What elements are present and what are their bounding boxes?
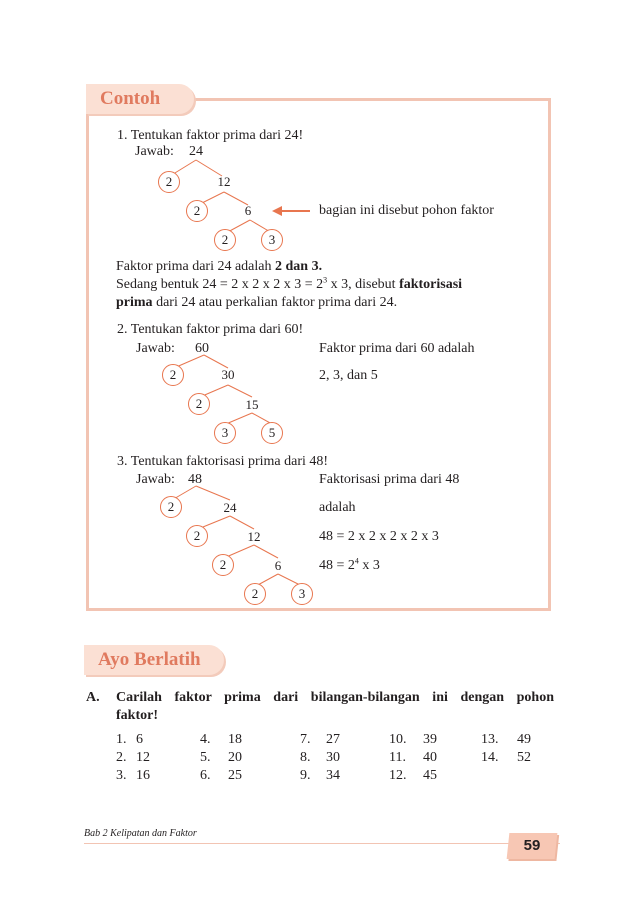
exercise-value: 52 — [517, 750, 531, 765]
exercise-value: 40 — [423, 750, 437, 765]
ex3-answer-line4-prefix: 48 = 2 — [319, 558, 355, 573]
exercise-number: 6. — [200, 768, 211, 783]
page-number: 59 — [523, 837, 541, 854]
instruction-line1: Carilah faktor prima dari bilangan-bilangan ini dengan pohon — [116, 690, 554, 705]
ex3-answer-line3: 48 = 2 x 2 x 2 x 2 x 3 — [319, 529, 439, 544]
exercise-number: 1. — [116, 732, 127, 747]
ex3-answer-line4-suffix: x 3 — [358, 558, 380, 573]
ex3-question: 3. Tentukan faktorisasi prima dari 48! — [117, 454, 329, 469]
exercise-number: 5. — [200, 750, 211, 765]
ex2-prime-node: 5 — [261, 422, 283, 444]
ex2-prime-node: 3 — [214, 422, 236, 444]
section-letter: A. — [86, 690, 100, 705]
exercise-value: 12 — [136, 750, 150, 765]
exercise-number: 2. — [116, 750, 127, 765]
ex1-result-line2 — [116, 276, 462, 294]
ex1-result-line3-bold: prima — [116, 295, 153, 310]
ex2-question: 2. Tentukan faktor prima dari 60! — [117, 322, 304, 337]
ex3-prime-node: 2 — [212, 554, 234, 576]
chapter-footer: Bab 2 Kelipatan dan Faktor — [84, 828, 197, 839]
ex3-composite-node: 12 — [247, 529, 261, 544]
ex1-result-line3 — [116, 294, 397, 312]
exercise-value: 18 — [228, 732, 242, 747]
ex3-composite-node: 24 — [223, 500, 237, 515]
ex3-prime-node: 3 — [291, 583, 313, 605]
ex1-prime-node: 3 — [261, 229, 283, 251]
exercise-number: 8. — [300, 750, 311, 765]
ex1-result-line3-rest: dari 24 atau perkalian faktor prima dari 24. — [152, 295, 398, 310]
exercise-value: 39 — [423, 732, 437, 747]
ex1-composite-node: 12 — [217, 174, 231, 189]
contoh-label-text: Contoh — [100, 88, 161, 109]
ayo-berlatih-label-text: Ayo Berlatih — [98, 649, 201, 670]
ex1-prime-node: 2 — [186, 200, 208, 222]
ex1-result-line2-sup: 3 — [323, 275, 328, 285]
ex2-answer-line1: Faktor prima dari 60 adalah — [319, 341, 475, 356]
ex3-prime-node: 2 — [160, 496, 182, 518]
exercise-number: 7. — [300, 732, 311, 747]
ex3-answer-line4-sup: 4 — [354, 556, 359, 566]
ex3-composite-node: 6 — [274, 558, 282, 573]
exercise-number: 3. — [116, 768, 127, 783]
ex1-arrow-note: bagian ini disebut pohon faktor — [319, 203, 494, 218]
ex1-result-line1-bold: 2 dan 3. — [275, 259, 323, 274]
ex1-prime-node: 2 — [158, 171, 180, 193]
ex2-composite-node: 30 — [221, 367, 235, 382]
instruction-line2: faktor! — [116, 708, 158, 723]
exercise-number: 9. — [300, 768, 311, 783]
exercise-value: 25 — [228, 768, 242, 783]
exercise-value: 16 — [136, 768, 150, 783]
ex2-composite-node: 15 — [245, 397, 259, 412]
ex1-result-line2-mid: x 3, disebut — [327, 277, 400, 292]
ex1-root: 24 — [189, 144, 203, 159]
ex2-root: 60 — [195, 341, 209, 356]
ex2-prime-node: 2 — [188, 393, 210, 415]
exercise-number: 13. — [481, 732, 499, 747]
exercise-value: 34 — [326, 768, 340, 783]
exercise-value: 49 — [517, 732, 531, 747]
ex1-composite-node: 6 — [244, 203, 252, 218]
ex1-result-line2-bold: faktorisasi — [399, 277, 463, 292]
exercise-value: 30 — [326, 750, 340, 765]
ex1-result-line2-prefix: Sedang bentuk 24 = 2 x 2 x 2 x 3 = 2 — [116, 277, 324, 292]
exercise-number: 11. — [389, 750, 406, 765]
ex3-prime-node: 2 — [244, 583, 266, 605]
ex3-answer-line4 — [319, 557, 380, 575]
ex2-answer-line2: 2, 3, dan 5 — [319, 368, 378, 383]
ex3-prime-node: 2 — [186, 525, 208, 547]
ex1-jawab: Jawab: — [135, 144, 174, 159]
exercise-number: 14. — [481, 750, 499, 765]
ex3-answer-line2: adalah — [319, 500, 356, 515]
ex3-answer-line1: Faktorisasi prima dari 48 — [319, 472, 460, 487]
exercise-value: 27 — [326, 732, 340, 747]
ex1-result-line1-prefix: Faktor prima dari 24 adalah — [116, 259, 276, 274]
ayo-berlatih-label — [84, 645, 224, 675]
ex3-root: 48 — [188, 472, 202, 487]
ex1-prime-node: 2 — [214, 229, 236, 251]
ex1-result-line1 — [116, 258, 322, 276]
footer-divider — [84, 843, 560, 844]
exercise-value: 6 — [136, 732, 143, 747]
exercise-number: 4. — [200, 732, 211, 747]
exercise-number: 10. — [389, 732, 407, 747]
ex2-prime-node: 2 — [162, 364, 184, 386]
ex2-jawab: Jawab: — [136, 341, 175, 356]
ex1-question: 1. Tentukan faktor prima dari 24! — [117, 128, 304, 143]
ex3-jawab: Jawab: — [136, 472, 175, 487]
exercise-value: 45 — [423, 768, 437, 783]
exercise-value: 20 — [228, 750, 242, 765]
exercise-number: 12. — [389, 768, 407, 783]
